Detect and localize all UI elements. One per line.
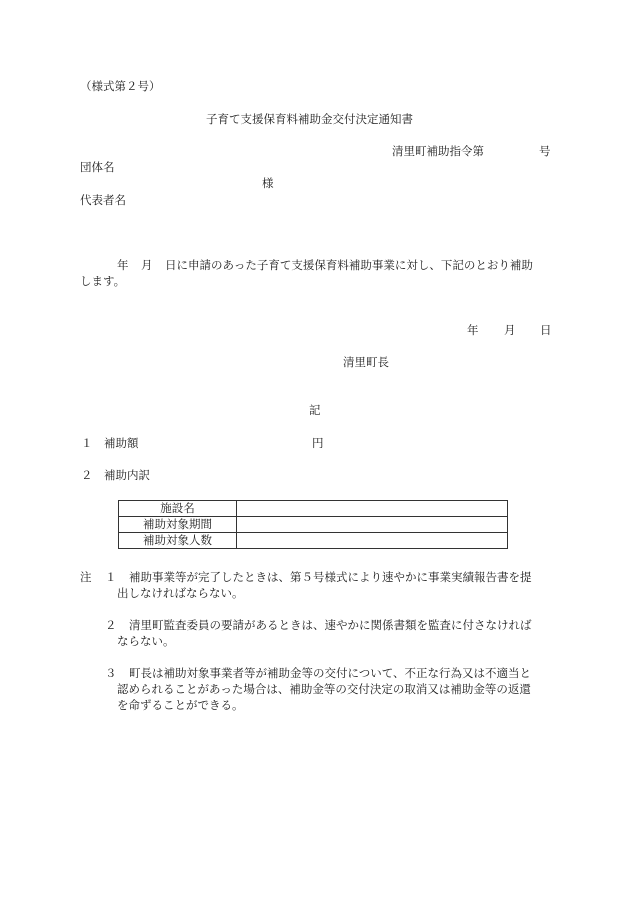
note3-line2: 認められることがあった場合は、補助金等の交付決定の取消又は補助金等の返還 — [117, 682, 531, 696]
note2-number: ２ — [105, 618, 117, 632]
body-text-line1: 日に申請のあった子育て支援保育料補助事業に対し、下記のとおり補助 — [165, 258, 533, 272]
body-month: 月 — [141, 258, 153, 272]
note3-number: ３ — [105, 666, 117, 680]
note3-line3: を命ずることができる。 — [117, 698, 244, 712]
table-row — [119, 517, 508, 533]
table-row — [119, 501, 508, 517]
item2-number: ２ — [81, 468, 93, 482]
count-label: 補助対象人数 — [119, 533, 237, 549]
reference-number-suffix: 号 — [539, 144, 551, 158]
note3-line1: 町長は補助対象事業者等が補助金等の交付について、不正な行為又は不適当と — [129, 666, 532, 680]
note-prefix: 注 — [80, 570, 92, 584]
table-row — [119, 533, 508, 549]
document-title: 子育て支援保育料補助金交付決定通知書 — [206, 112, 413, 126]
period-value[interactable] — [237, 517, 508, 533]
item2-label: 補助内訳 — [104, 468, 150, 482]
item1-number: １ — [81, 436, 93, 450]
note1-line2: 出しなければならない。 — [117, 586, 244, 600]
honorific: 様 — [262, 176, 274, 190]
date-day: 日 — [540, 323, 552, 337]
note1-line1: 補助事業等が完了したときは、第５号様式により速やかに事業実績報告書を提 — [129, 570, 532, 584]
facility-name-value[interactable] — [237, 501, 508, 517]
reference-number-prefix: 清里町補助指令第 — [392, 144, 484, 158]
issuer: 清里町長 — [343, 355, 389, 369]
organization-label: 団体名 — [80, 160, 115, 174]
item1-label: 補助額 — [104, 436, 139, 450]
count-value[interactable] — [237, 533, 508, 549]
item1-unit: 円 — [312, 436, 324, 450]
date-year: 年 — [467, 323, 479, 337]
period-label: 補助対象期間 — [119, 517, 237, 533]
note2-line1: 清里町監査委員の要請があるときは、速やかに関係書類を監査に付さなければ — [129, 618, 532, 632]
date-month: 月 — [504, 323, 516, 337]
body-text-line2: します。 — [80, 274, 126, 288]
note1-number: １ — [105, 570, 117, 584]
form-number: （様式第２号） — [80, 79, 161, 93]
note2-line2: ならない。 — [117, 634, 175, 648]
body-year: 年 — [117, 258, 129, 272]
ki-heading: 記 — [309, 403, 321, 417]
subsidy-breakdown-table — [118, 500, 508, 549]
facility-name-label: 施設名 — [119, 501, 237, 517]
representative-label: 代表者名 — [80, 193, 126, 207]
